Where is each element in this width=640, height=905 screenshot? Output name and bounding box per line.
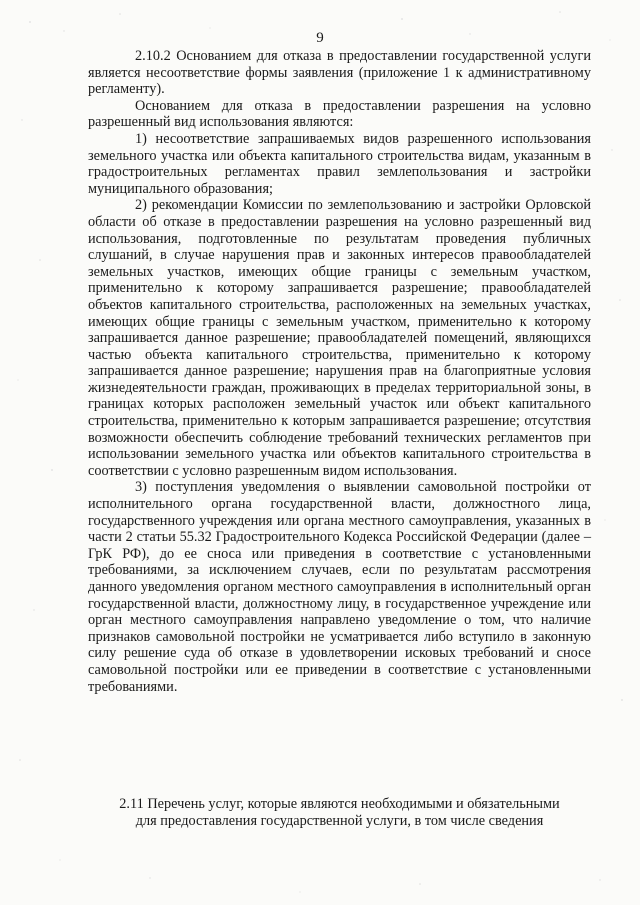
section-heading-line-1: 2.11 Перечень услуг, которые являются необходимыми и обязательными: [119, 796, 560, 812]
paragraph-2-10-2: 2.10.2 Основанием для отказа в предоставлении государственной услуги является несоответствие формы заявления (приложение 1 к административному регламенту).: [88, 48, 591, 98]
list-item-2: 2) рекомендации Комиссии по землепользованию и застройки Орловской области об отказе в предоставлении разрешения на условно разрешенный вид использования, подготовленные по результатам проведения публичных слушаний, в случае нарушения прав и законных интересов правообладателей земельных участков, имеющих общие границы с земельным участком, применительно к которому запрашивается разрешение; правообладателей объектов капитального строительства, расположенных на земельных участках, имеющих общие границы с земельным участком, применительно к которому запрашивается данное разрешение; правообладателей помещений, являющихся частью объекта капитального строительства, применительно к которому запрашивается данное разрешение; нарушения прав на благоприятные условия жизнедеятельности граждан, проживающих в пределах территориальной зоны, в границах которых расположен земельный участок или объект капитального строительства, применительно к которым запрашивается разрешение; отсутствия возможности обеспечить соблюдение требований технических регламентов при использовании земельного участка или объектов капитального строительства в соответствии с условно разрешенным видом использования.: [88, 197, 591, 479]
list-item-1: 1) несоответствие запрашиваемых видов разрешенного использования земельного участка или объекта капитального строительства видам, указанным в градостроительных регламентах правил землепользования и застройки муниципального образования;: [88, 130, 591, 197]
list-item-3: 3) поступления уведомления о выявлении самовольной постройки от исполнительного органа государственной власти, должностного лица, государственного учреждения или органа местного самоуправления, указанных в части 2 статьи 55.32 Градостроительного Кодекса Российской Федерации (далее – ГрК РФ), до ее сноса или приведения в соответствие с установленными требованиями, за исключением случаев, если по результатам рассмотрения данного уведомления органом местного самоуправления в исполнительный орган государственной власти, должностному лицу, в государственное учреждение или орган местного самоуправления направлено уведомление о том, что наличие признаков самовольной постройки не усматривается либо вступило в законную силу решение суда об отказе в удовлетворении исковых требований и сносе самовольной постройки или ее приведении в соответствие с установленными требованиями.: [88, 479, 591, 695]
section-heading-line-2: для предоставления государственной услуги, в том числе сведения: [135, 813, 544, 829]
page-number: 9: [316, 30, 324, 46]
paragraph-refusal-grounds: Основанием для отказа в предоставлении разрешения на условно разрешенный вид использования являются:: [88, 97, 591, 131]
document-body: [88, 48, 591, 695]
section-heading-2-11: [88, 796, 591, 830]
